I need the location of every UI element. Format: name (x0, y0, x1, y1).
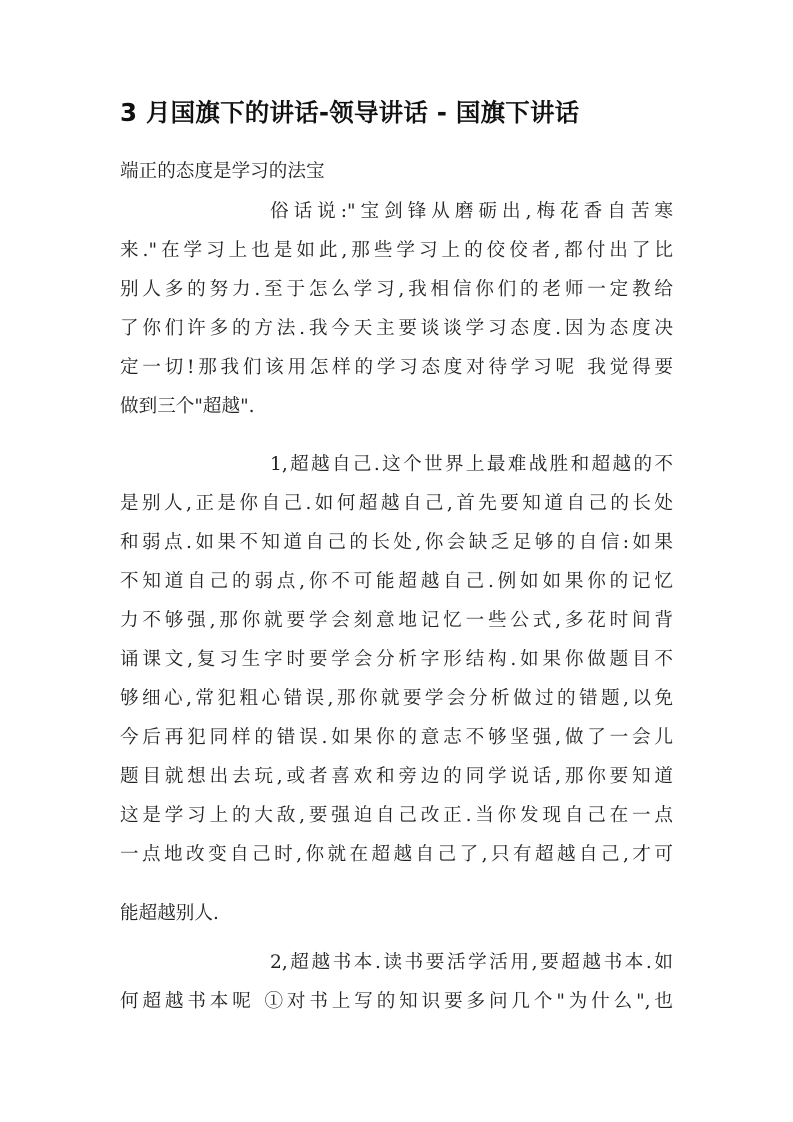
paragraph-line: 够细心,常犯粗心错误,那你就要学会分析做过的错题,以免 (120, 688, 673, 709)
paragraph-line: 能超越别人. (120, 903, 219, 924)
section-heading: 端正的态度是学习的法宝 (120, 161, 325, 182)
paragraph-line: 了你们许多的方法.我今天主要谈谈学习态度.因为态度决 (120, 318, 673, 339)
paragraph-line: 不知道自己的弱点,你不可能超越自己.例如如果你的记忆 (120, 571, 673, 592)
paragraph-line: 是别人,正是你自己.如何超越自己,首先要知道自己的长处 (120, 493, 673, 514)
paragraph-line: 别人多的努力.至于怎么学习,我相信你们的老师一定教给 (120, 279, 673, 300)
paragraph-line: 力不够强,那你就要学会刻意地记忆一些公式,多花时间背 (120, 610, 673, 631)
paragraph-line: 题目就想出去玩,或者喜欢和旁边的同学说话,那你要知道 (120, 766, 673, 787)
paragraph-line: 这是学习上的大敌,要强迫自己改正.当你发现自己在一点 (120, 805, 673, 826)
paragraph-line: 定一切!那我们该用怎样的学习态度对待学习呢 我觉得要 (120, 357, 673, 378)
paragraph-line: 2,超越书本.读书要活学活用,要超越书本.如 (270, 952, 673, 973)
paragraph-line: 俗话说:"宝剑锋从磨砺出,梅花香自苦寒 (270, 201, 673, 222)
paragraph-line: 1,超越自己.这个世界上最难战胜和超越的不 (270, 454, 673, 475)
paragraph-line: 一点地改变自己时,你就在超越自己了,只有超越自己,才可 (120, 844, 673, 865)
paragraph-line: 来."在学习上也是如此,那些学习上的佼佼者,都付出了比 (120, 240, 673, 261)
document-title: 3 月国旗下的讲话-领导讲话 - 国旗下讲话 (120, 98, 580, 127)
paragraph-line: 做到三个"超越". (120, 396, 255, 417)
paragraph-line: 和弱点.如果不知道自己的长处,你会缺乏足够的自信:如果 (120, 532, 673, 553)
paragraph-line: 诵课文,复习生字时要学会分析字形结构.如果你做题目不 (120, 649, 673, 670)
paragraph-line: 何超越书本呢 ①对书上写的知识要多问几个"为什么",也 (120, 991, 673, 1012)
paragraph-line: 今后再犯同样的错误.如果你的意志不够坚强,做了一会儿 (120, 727, 673, 748)
